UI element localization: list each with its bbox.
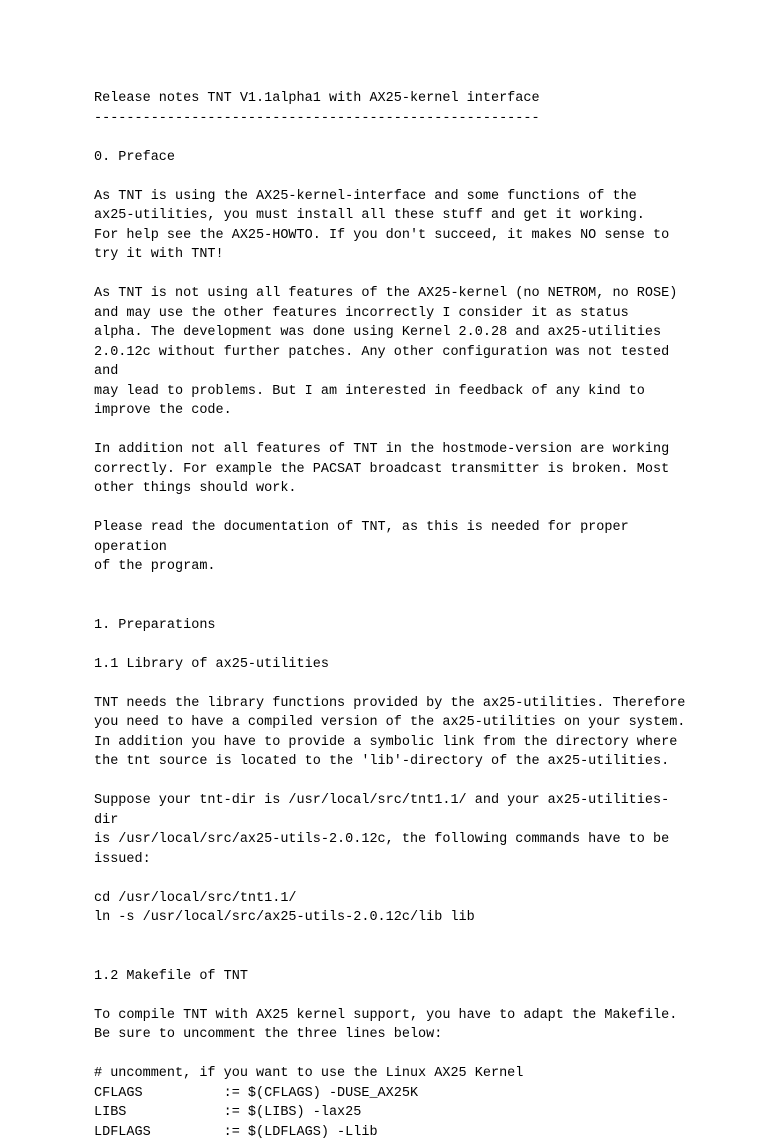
text-line: of the program. <box>94 557 754 577</box>
text-line: dir <box>94 811 754 831</box>
text-line: As TNT is not using all features of the AX25-kernel (no NETROM, no ROSE) <box>94 284 754 304</box>
text-line <box>94 167 754 187</box>
text-line: try it with TNT! <box>94 245 754 265</box>
text-line: 1. Preparations <box>94 616 754 636</box>
text-line: issued: <box>94 850 754 870</box>
text-line <box>94 635 754 655</box>
text-line: TNT needs the library functions provided by the ax25-utilities. Therefore <box>94 694 754 714</box>
text-line <box>94 128 754 148</box>
text-line: other things should work. <box>94 479 754 499</box>
text-line: For help see the AX25-HOWTO. If you don't succeed, it makes NO sense to <box>94 226 754 246</box>
text-line: ln -s /usr/local/src/ax25-utils-2.0.12c/lib lib <box>94 908 754 928</box>
text-line: improve the code. <box>94 401 754 421</box>
text-line: is /usr/local/src/ax25-utils-2.0.12c, the following commands have to be <box>94 830 754 850</box>
text-line <box>94 674 754 694</box>
text-line: Please read the documentation of TNT, as this is needed for proper <box>94 518 754 538</box>
text-line <box>94 928 754 948</box>
text-line: Release notes TNT V1.1alpha1 with AX25-kernel interface <box>94 89 754 109</box>
text-line: 1.2 Makefile of TNT <box>94 967 754 987</box>
text-line <box>94 947 754 967</box>
text-line: you need to have a compiled version of the ax25-utilities on your system. <box>94 713 754 733</box>
text-line <box>94 986 754 1006</box>
text-line: 1.1 Library of ax25-utilities <box>94 655 754 675</box>
text-line: To compile TNT with AX25 kernel support, you have to adapt the Makefile. <box>94 1006 754 1026</box>
document-body <box>94 89 754 1142</box>
text-line: LDFLAGS := $(LDFLAGS) -Llib <box>94 1123 754 1142</box>
text-line: 0. Preface <box>94 148 754 168</box>
text-line: and may use the other features incorrectly I consider it as status <box>94 304 754 324</box>
text-line: Be sure to uncomment the three lines below: <box>94 1025 754 1045</box>
text-line: ax25-utilities, you must install all these stuff and get it working. <box>94 206 754 226</box>
text-line: Suppose your tnt-dir is /usr/local/src/tnt1.1/ and your ax25-utilities- <box>94 791 754 811</box>
text-line <box>94 772 754 792</box>
text-line: may lead to problems. But I am interested in feedback of any kind to <box>94 382 754 402</box>
text-line: # uncomment, if you want to use the Linux AX25 Kernel <box>94 1064 754 1084</box>
text-line <box>94 596 754 616</box>
text-line: LIBS := $(LIBS) -lax25 <box>94 1103 754 1123</box>
text-line: operation <box>94 538 754 558</box>
text-line: As TNT is using the AX25-kernel-interface and some functions of the <box>94 187 754 207</box>
text-line <box>94 421 754 441</box>
text-line: alpha. The development was done using Kernel 2.0.28 and ax25-utilities <box>94 323 754 343</box>
text-line: CFLAGS := $(CFLAGS) -DUSE_AX25K <box>94 1084 754 1104</box>
text-line: the tnt source is located to the 'lib'-directory of the ax25-utilities. <box>94 752 754 772</box>
text-line: cd /usr/local/src/tnt1.1/ <box>94 889 754 909</box>
text-line: In addition not all features of TNT in the hostmode-version are working <box>94 440 754 460</box>
text-line: In addition you have to provide a symbolic link from the directory where <box>94 733 754 753</box>
text-line <box>94 499 754 519</box>
text-line: ------------------------------------------------------- <box>94 109 754 129</box>
text-line <box>94 869 754 889</box>
text-line <box>94 1045 754 1065</box>
text-line <box>94 577 754 597</box>
text-line: and <box>94 362 754 382</box>
text-line: correctly. For example the PACSAT broadcast transmitter is broken. Most <box>94 460 754 480</box>
text-line <box>94 265 754 285</box>
text-line: 2.0.12c without further patches. Any other configuration was not tested <box>94 343 754 363</box>
